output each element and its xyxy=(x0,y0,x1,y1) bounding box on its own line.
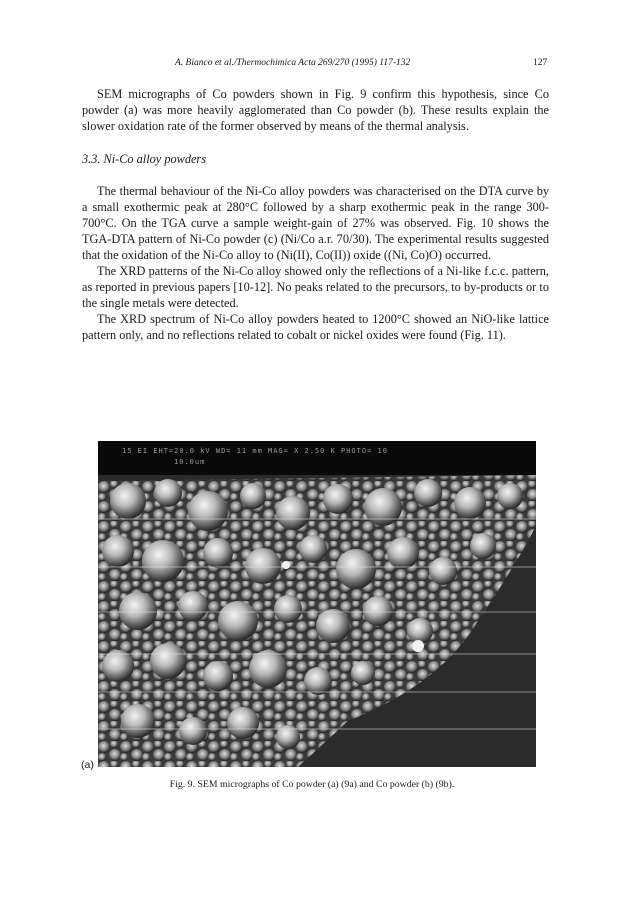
sem-info-bar xyxy=(98,441,536,475)
micrograph-image xyxy=(98,441,536,767)
paragraph-sem-co xyxy=(82,86,549,134)
running-head: A. Bianco et al./Thermochimica Acta 269/270 (1995) 117-132 xyxy=(175,58,411,68)
page-number: 127 xyxy=(533,58,548,68)
sem-micrograph xyxy=(98,441,536,767)
paragraph-1: SEM micrographs of Co powders shown in Fig. 9 confirm this hypothesis, since Co powder (a) was more heavily agglomerated than Co powder (b). These results explain the slower oxidation rate of the former observed by means of the thermal analysis. xyxy=(82,87,549,133)
running-header xyxy=(0,58,624,74)
scale-bar-label: 10.0um xyxy=(174,458,206,466)
section-body xyxy=(82,183,549,343)
paragraph-4: The XRD spectrum of Ni-Co alloy powders heated to 1200°C showed an NiO-like lattice pattern only, and no reflections related to cobalt or nickel oxides were found (Fig. 11). xyxy=(82,312,549,342)
figure-caption: Fig. 9. SEM micrographs of Co powder (a) (9a) and Co powder (b) (9b). xyxy=(169,779,455,790)
paragraph-2: The thermal behaviour of the Ni-Co alloy powders was characterised on the DTA curve by a small exothermic peak at 280°C followed by a sharp exothermic peak in the range 300-700°C. On the TGA curve a sample weight-gain of 27% was observed. Fig. 10 shows the TGA-DTA pattern of Ni-Co powder (c) (Ni/Co a.r. 70/30). The experimental results suggested that the oxidation of the Ni-Co alloy to (Ni(II), Co(II)) oxide ((Ni, Co)O) occurred. xyxy=(82,184,549,262)
paragraph-3: The XRD patterns of the Ni-Co alloy showed only the reflections of a Ni-like f.c.c. pattern, as reported in previous papers [10-12]. No peaks related to the precursors, to by-products or to the single metals were detected. xyxy=(82,264,549,310)
sem-parameters: 15 EI EHT=20.0 kV WD= 11 mm MAG= X 2.50 K PHOTO= 10 xyxy=(122,447,388,455)
panel-label: (a) xyxy=(81,759,94,771)
section-heading: 3.3. Ni-Co alloy powders xyxy=(82,152,206,166)
